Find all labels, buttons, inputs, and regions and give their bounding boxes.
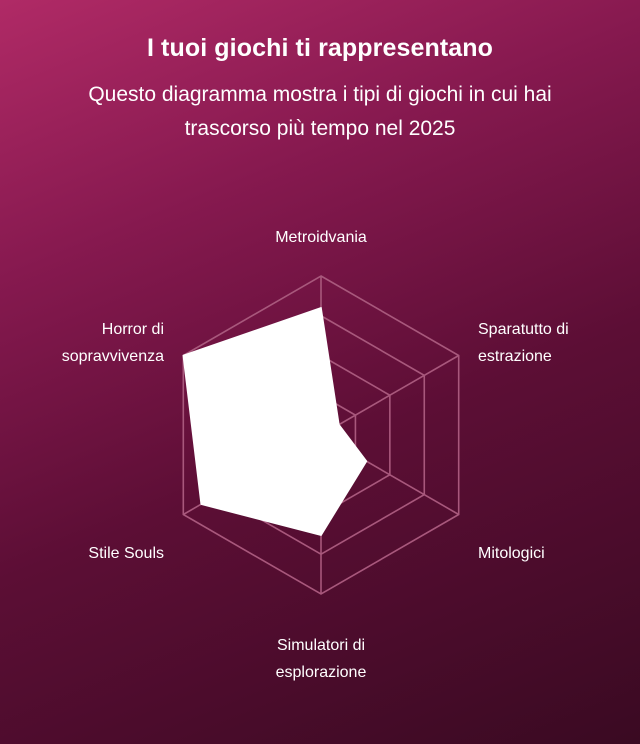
axis-label-metroidvania [221, 224, 421, 251]
axis-label-line: Metroidvania [275, 229, 367, 246]
axis-label-survival-horror [0, 316, 164, 370]
axis-label-line: Sparatutto di [478, 321, 569, 338]
axis-label-exploration-sim [221, 632, 421, 686]
axis-label-souls-like [0, 540, 164, 567]
axis-label-line: sopravvivenza [61, 348, 164, 365]
axis-label-line: Mitologici [478, 545, 545, 562]
axis-label-line: estrazione [478, 348, 552, 365]
axis-label-extraction-shooter [478, 316, 569, 370]
series-area-0 [183, 308, 366, 535]
axis-label-line: esplorazione [275, 664, 367, 681]
radar-series [183, 308, 366, 535]
axis-label-line: Stile Souls [88, 545, 164, 562]
axis-label-mythological [478, 540, 545, 567]
axis-label-line: Simulatori di [276, 637, 366, 654]
axis-label-line: Horror di [101, 321, 164, 338]
page-title: I tuoi giochi ti rappresentano [146, 34, 494, 62]
page-subtitle: Questo diagramma mostra i tipi di giochi in cui hai trascorso più tempo nel 2025 [88, 83, 552, 140]
